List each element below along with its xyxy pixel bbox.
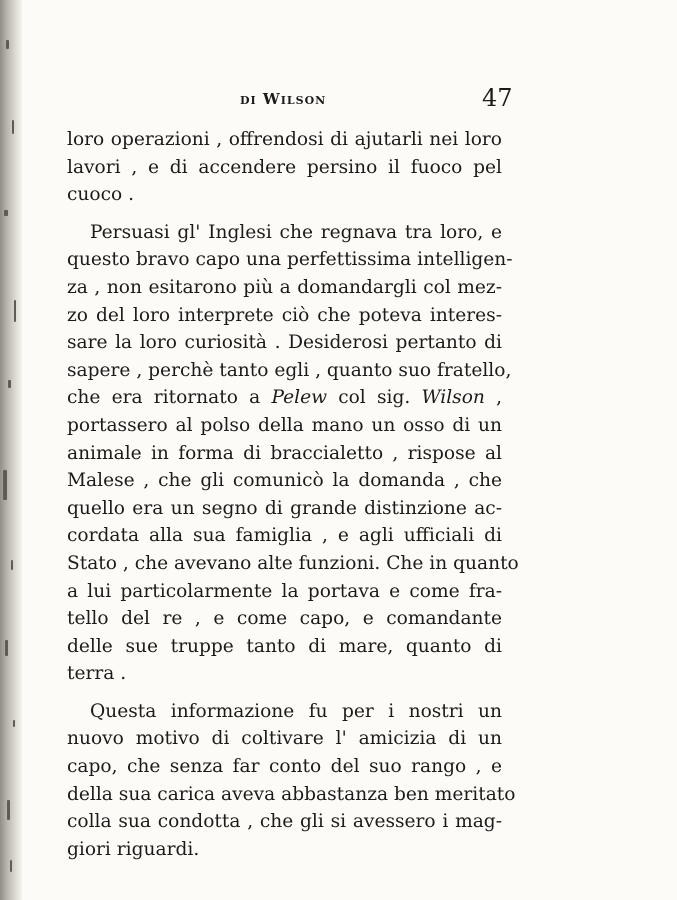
scan-speck: [8, 380, 11, 388]
text-line: portassero al polso della mano un osso di un: [67, 414, 502, 436]
text-line: za , non esitarono più a domandargli col mez-: [67, 276, 502, 298]
text-line: questo bravo capo una perfettissima intelligen-: [67, 249, 513, 271]
text-line: tello del re , e come capo, e comandante: [67, 608, 502, 630]
text-line: loro operazioni , offrendosi di ajutarli nei loro: [67, 129, 502, 150]
text-line: quello era un segno di grande distinzione ac-: [67, 497, 502, 519]
italic-name: Wilson: [421, 387, 485, 409]
text-line: zo del loro interprete ciò che poteva interes-: [67, 304, 502, 326]
text-line: capo, che senza far conto del suo rango , e: [67, 756, 502, 778]
page-number: 47: [482, 84, 513, 112]
scan-speck: [12, 120, 14, 134]
text-line: terra .: [67, 663, 127, 685]
paragraph-gap: [67, 688, 502, 698]
text-line: Malese , che gli comunicò la domanda , che: [67, 470, 502, 492]
scan-speck: [11, 560, 13, 570]
text-line: delle sue truppe tanto di mare, quanto di: [67, 635, 502, 657]
scan-speck: [10, 860, 12, 872]
page-gutter-shadow: [0, 0, 22, 900]
paragraph: [67, 126, 502, 209]
text-line: lavori , e di accendere persino il fuoco pel: [67, 156, 502, 178]
text-line: animale in forma di braccialetto , rispose al: [67, 442, 502, 464]
running-head: di Wilson: [240, 90, 327, 108]
text-line: Stato , che avevano alte funzioni. Che in quanto: [67, 552, 519, 574]
text-line: della sua carica aveva abbastanza ben meritato: [67, 783, 516, 805]
text-line: Persuasi gl' Inglesi che regnava tra loro, e: [90, 221, 502, 243]
text-line: cordata alla sua famiglia , e agli ufficiali di: [67, 525, 502, 547]
paragraph-gap: [67, 209, 502, 219]
scan-speck: [13, 720, 15, 727]
scan-speck: [3, 470, 7, 500]
text-line: a lui particolarmente la portava e come fra-: [67, 580, 502, 602]
text-line: giori riguardi.: [67, 838, 200, 860]
text-line: sare la loro curiosità . Desiderosi pertanto di: [67, 332, 502, 354]
scan-speck: [6, 40, 9, 49]
body-text: [67, 126, 519, 863]
scan-speck: [7, 800, 10, 820]
paragraph: [67, 698, 516, 864]
text-line: Questa informazione fu per i nostri un: [90, 700, 502, 722]
italic-name: Pelew: [271, 387, 327, 409]
text-line: cuoco .: [67, 184, 135, 206]
scan-speck: [5, 640, 8, 656]
text-line: nuovo motivo di coltivare l' amicizia di un: [67, 728, 502, 750]
text-line: che era ritornato a Pelew col sig. Wilson ,: [67, 387, 502, 409]
scan-speck: [14, 300, 16, 322]
text-line: colla sua condotta , che gli si avessero i mag-: [67, 811, 502, 833]
text-line: sapere , perchè tanto egli , quanto suo fratello,: [67, 359, 512, 381]
scan-speck: [4, 210, 8, 216]
paragraph: [67, 219, 519, 688]
